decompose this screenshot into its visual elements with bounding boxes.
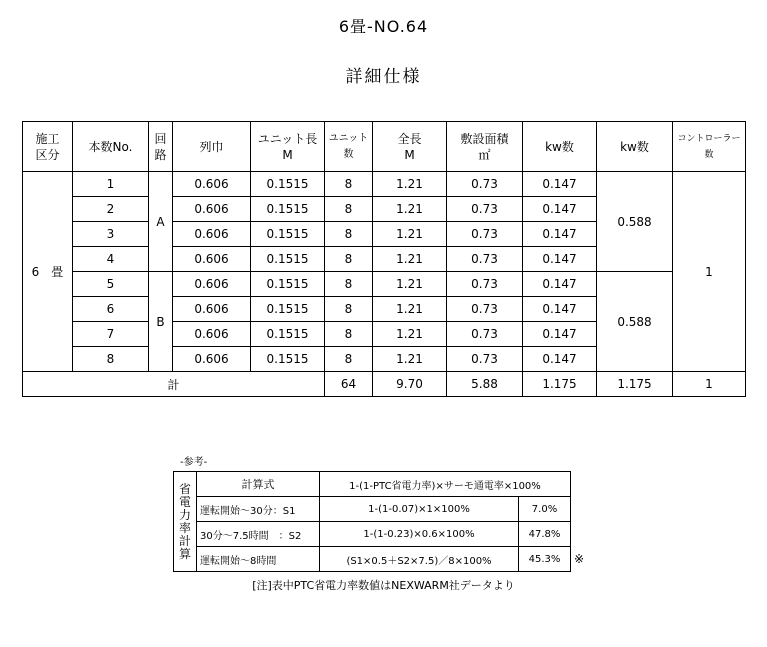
row-unit-count: 8	[325, 222, 373, 247]
row-install-area: 0.73	[447, 322, 523, 347]
calc-row-mark	[571, 522, 591, 547]
row-install-area: 0.73	[447, 347, 523, 372]
row-no: 4	[73, 247, 149, 272]
row-total-length: 1.21	[373, 347, 447, 372]
calc-header-name: 計算式	[197, 472, 320, 497]
row-unit-length: 0.1515	[251, 272, 325, 297]
calc-row-value: 45.3%	[519, 547, 571, 572]
row-no: 2	[73, 197, 149, 222]
header-count-no: 本数No.	[73, 122, 149, 172]
spec-table-header	[23, 122, 746, 172]
header-install-area: 敷設面積 ㎡	[447, 122, 523, 172]
footnote: [注]表中PTC省電力率数値はNEXWARM社データより	[252, 579, 515, 592]
reference-label: -参考-	[180, 457, 208, 468]
row-width: 0.606	[173, 322, 251, 347]
calc-row	[174, 497, 591, 522]
header-kw: kw数	[523, 122, 597, 172]
row-kw: 0.147	[523, 297, 597, 322]
circuit-kw-cell: 0.588	[597, 172, 673, 272]
calc-row-mark: ※	[574, 552, 585, 566]
header-total-length: 全長 M	[373, 122, 447, 172]
row-total-length: 1.21	[373, 222, 447, 247]
row-no: 8	[73, 347, 149, 372]
calc-row	[174, 522, 591, 547]
row-width: 0.606	[173, 297, 251, 322]
row-unit-count: 8	[325, 197, 373, 222]
header-controller-count: コントローラー 数	[673, 122, 746, 172]
calc-row	[174, 547, 591, 572]
division-cell: 6 畳	[23, 172, 73, 372]
row-kw: 0.147	[523, 172, 597, 197]
row-install-area: 0.73	[447, 172, 523, 197]
row-total-length: 1.21	[373, 247, 447, 272]
row-total-length: 1.21	[373, 322, 447, 347]
calc-row-mark	[571, 497, 591, 522]
calc-row-name: 運転開始～30分：S1	[197, 497, 320, 522]
spec-row	[23, 172, 746, 197]
row-install-area: 0.73	[447, 247, 523, 272]
spec-table	[22, 121, 746, 397]
row-install-area: 0.73	[447, 222, 523, 247]
row-kw: 0.147	[523, 272, 597, 297]
header-division: 施工 区分	[23, 122, 73, 172]
row-no: 7	[73, 322, 149, 347]
calc-header-formula: 1-(1-PTC省電力率)×サーモ通電率×100%	[320, 472, 571, 497]
row-kw: 0.147	[523, 347, 597, 372]
calc-header-mark	[571, 472, 591, 497]
row-unit-length: 0.1515	[251, 197, 325, 222]
controller-cell: 1	[673, 172, 746, 372]
row-no: 1	[73, 172, 149, 197]
row-unit-length: 0.1515	[251, 322, 325, 347]
row-total-length: 1.21	[373, 272, 447, 297]
row-width: 0.606	[173, 272, 251, 297]
row-kw: 0.147	[523, 247, 597, 272]
calc-side-label: 省 電 力 率 計 算	[174, 472, 197, 572]
row-total-length: 1.21	[373, 172, 447, 197]
total-area: 5.88	[447, 372, 523, 397]
row-no: 3	[73, 222, 149, 247]
row-unit-length: 0.1515	[251, 347, 325, 372]
row-width: 0.606	[173, 347, 251, 372]
row-unit-count: 8	[325, 172, 373, 197]
row-width: 0.606	[173, 247, 251, 272]
header-circuit: 回 路	[149, 122, 173, 172]
calc-row-formula: 1-(1-0.23)×0.6×100%	[320, 522, 519, 547]
row-unit-count: 8	[325, 322, 373, 347]
row-unit-length: 0.1515	[251, 222, 325, 247]
calc-row-value: 7.0%	[519, 497, 571, 522]
spec-row	[23, 272, 746, 297]
row-unit-length: 0.1515	[251, 297, 325, 322]
row-kw: 0.147	[523, 322, 597, 347]
calc-row-name: 運転開始～8時間	[197, 547, 320, 572]
row-unit-count: 8	[325, 297, 373, 322]
header-unit-count: ユニット 数	[325, 122, 373, 172]
total-kw-circuit: 1.175	[597, 372, 673, 397]
calc-row-name: 30分～7.5時間 ：S2	[197, 522, 320, 547]
header-unit-length: ユニット長 M	[251, 122, 325, 172]
total-units: 64	[325, 372, 373, 397]
total-kw: 1.175	[523, 372, 597, 397]
row-kw: 0.147	[523, 197, 597, 222]
row-unit-count: 8	[325, 347, 373, 372]
row-width: 0.606	[173, 222, 251, 247]
total-length: 9.70	[373, 372, 447, 397]
circuit-cell: A	[149, 172, 173, 272]
calc-row-formula: 1-(1-0.07)×1×100%	[320, 497, 519, 522]
circuit-cell: B	[149, 272, 173, 372]
circuit-kw-cell: 0.588	[597, 272, 673, 372]
power-saving-calc-table	[173, 471, 591, 572]
total-label: 計	[23, 372, 325, 397]
total-row	[23, 372, 746, 397]
row-unit-count: 8	[325, 247, 373, 272]
calc-row-value: 47.8%	[519, 522, 571, 547]
row-install-area: 0.73	[447, 272, 523, 297]
row-unit-length: 0.1515	[251, 172, 325, 197]
row-kw: 0.147	[523, 222, 597, 247]
row-unit-count: 8	[325, 272, 373, 297]
document-title: 6畳-NO.64	[338, 17, 429, 36]
row-no: 6	[73, 297, 149, 322]
row-width: 0.606	[173, 197, 251, 222]
row-total-length: 1.21	[373, 297, 447, 322]
row-unit-length: 0.1515	[251, 247, 325, 272]
row-total-length: 1.21	[373, 197, 447, 222]
row-install-area: 0.73	[447, 197, 523, 222]
calc-header-row	[174, 472, 591, 497]
row-width: 0.606	[173, 172, 251, 197]
row-no: 5	[73, 272, 149, 297]
total-controller: 1	[673, 372, 746, 397]
row-install-area: 0.73	[447, 297, 523, 322]
header-row-width: 列巾	[173, 122, 251, 172]
calc-row-formula: (S1×0.5＋S2×7.5)／8×100%	[320, 547, 519, 572]
document-subtitle: 詳細仕様	[345, 67, 422, 87]
header-kw-circuit: kw数	[597, 122, 673, 172]
